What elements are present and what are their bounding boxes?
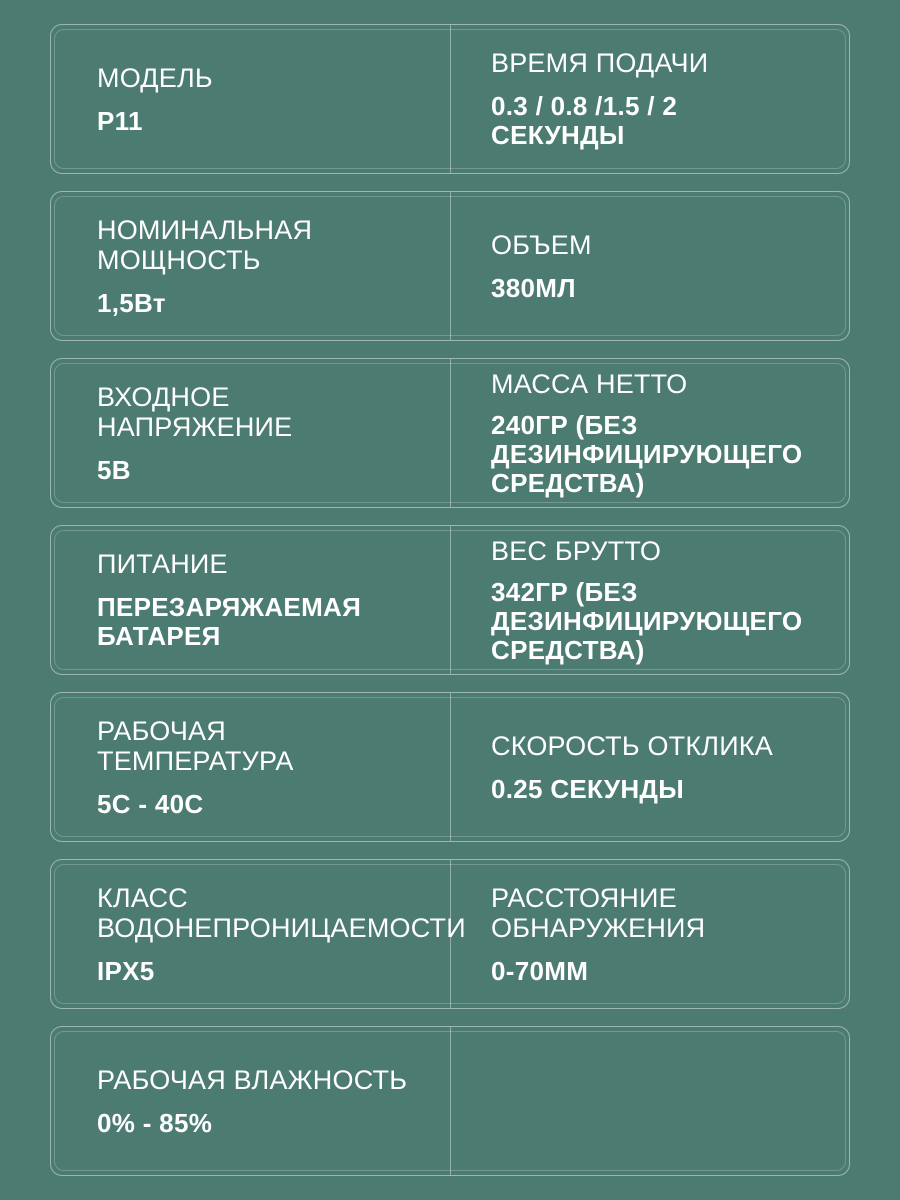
spec-cell-net-weight (450, 359, 849, 507)
spec-value: ПЕРЕЗАРЯЖАЕМАЯ БАТАРЕЯ (97, 592, 362, 651)
spec-cell-empty (450, 1027, 849, 1175)
spec-label: МОДЕЛЬ (97, 62, 213, 93)
spec-label: ОБЪЕМ (491, 229, 592, 260)
spec-value: 0-70ММ (491, 955, 589, 986)
spec-value: 0.3 / 0.8 /1.5 / 2 СЕКУНДЫ (491, 91, 678, 150)
spec-value: 380МЛ (491, 272, 576, 303)
spec-value: 240ГР (БЕЗ ДЕЗИНФИЦИРУЮЩЕГО СРЕДСТВА) (491, 409, 803, 498)
spec-label: ПИТАНИЕ (97, 549, 228, 579)
spec-value: 1,5Вт (97, 287, 166, 318)
spec-row-power-volume (50, 191, 850, 341)
spec-cell-gross-weight (450, 526, 849, 674)
spec-cell-operating-temperature (51, 693, 450, 841)
spec-value: 0.25 СЕКУНДЫ (491, 773, 684, 804)
spec-value: IPX5 (97, 955, 155, 986)
spec-cell-input-voltage (51, 359, 450, 507)
spec-table (50, 24, 850, 1193)
spec-cell-rated-power (51, 192, 450, 340)
spec-value: 5В (97, 454, 131, 485)
spec-row-power-supply-gross-weight (50, 525, 850, 675)
spec-cell-detection-distance (450, 860, 849, 1008)
spec-label: ВХОДНОЕ НАПРЯЖЕНИЕ (97, 381, 293, 442)
spec-value: 342ГР (БЕЗ ДЕЗИНФИЦИРУЮЩЕГО СРЕДСТВА) (491, 576, 803, 665)
spec-label: РАССТОЯНИЕ ОБНАРУЖЕНИЯ (491, 882, 706, 943)
spec-cell-waterproof-class (51, 860, 466, 1008)
spec-row-temperature-response (50, 692, 850, 842)
spec-label: МАССА НЕТТО (491, 368, 688, 399)
spec-row-model-delivery-time (50, 24, 850, 174)
spec-label: СКОРОСТЬ ОТКЛИКА (491, 730, 773, 761)
spec-label: КЛАСС ВОДОНЕПРОНИЦАЕМОСТИ (97, 882, 466, 943)
spec-label: ВЕС БРУТТО (491, 535, 662, 566)
spec-label: РАБОЧАЯ ТЕМПЕРАТУРА (97, 715, 294, 776)
spec-cell-operating-humidity (51, 1027, 450, 1175)
spec-row-waterproof-detection (50, 859, 850, 1009)
spec-label: НОМИНАЛЬНАЯ МОЩНОСТЬ (97, 214, 313, 275)
spec-value: 5C - 40C (97, 788, 204, 819)
spec-row-voltage-net-weight (50, 358, 850, 508)
spec-cell-volume (450, 192, 849, 340)
spec-cell-response-speed (450, 693, 849, 841)
spec-cell-delivery-time (450, 25, 849, 173)
spec-row-humidity (50, 1026, 850, 1176)
spec-cell-model (51, 25, 450, 173)
spec-value: P11 (97, 105, 143, 136)
spec-cell-power-supply (51, 526, 450, 674)
spec-label: РАБОЧАЯ ВЛАЖНОСТЬ (97, 1064, 408, 1095)
spec-value: 0% - 85% (97, 1107, 213, 1138)
spec-label: ВРЕМЯ ПОДАЧИ (491, 48, 709, 78)
